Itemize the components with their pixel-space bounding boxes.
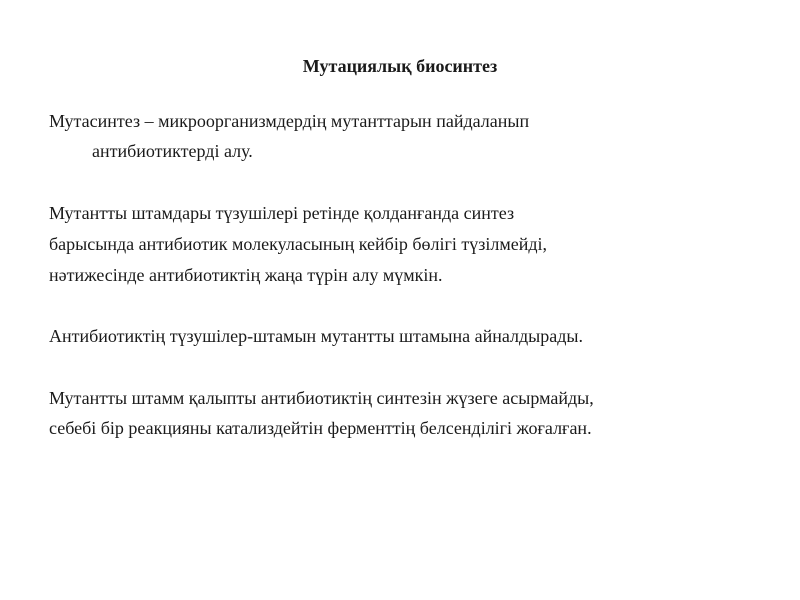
- paragraph-2-line-1: Мутантты штамдары түзушілері ретінде қолданғанда синтез: [49, 203, 515, 223]
- paragraph-4-line-2: себебі бір реакцияны катализдейтін ферменттің белсенділігі жоғалған.: [49, 418, 592, 438]
- paragraph-1-line-1: Мутасинтез – микроорганизмдердің мутанттарын пайдаланып: [49, 111, 530, 131]
- paragraph-3-line-1: Антибиотиктің түзушілер-штамын мутантты штамына айналдырады.: [49, 326, 584, 346]
- paragraph-1-line-2: антибиотиктерді алу.: [92, 141, 253, 161]
- paragraph-2-line-3: нәтижесінде антибиотиктің жаңа түрін алу мүмкін.: [49, 265, 443, 285]
- slide-title: Мутациялық биосинтез: [302, 56, 498, 76]
- paragraph-2-line-2: барысында антибиотик молекуласының кейбір бөлігі түзілмейді,: [49, 234, 547, 254]
- paragraph-4-line-1: Мутантты штамм қалыпты антибиотиктің синтезін жүзеге асырмайды,: [49, 388, 594, 408]
